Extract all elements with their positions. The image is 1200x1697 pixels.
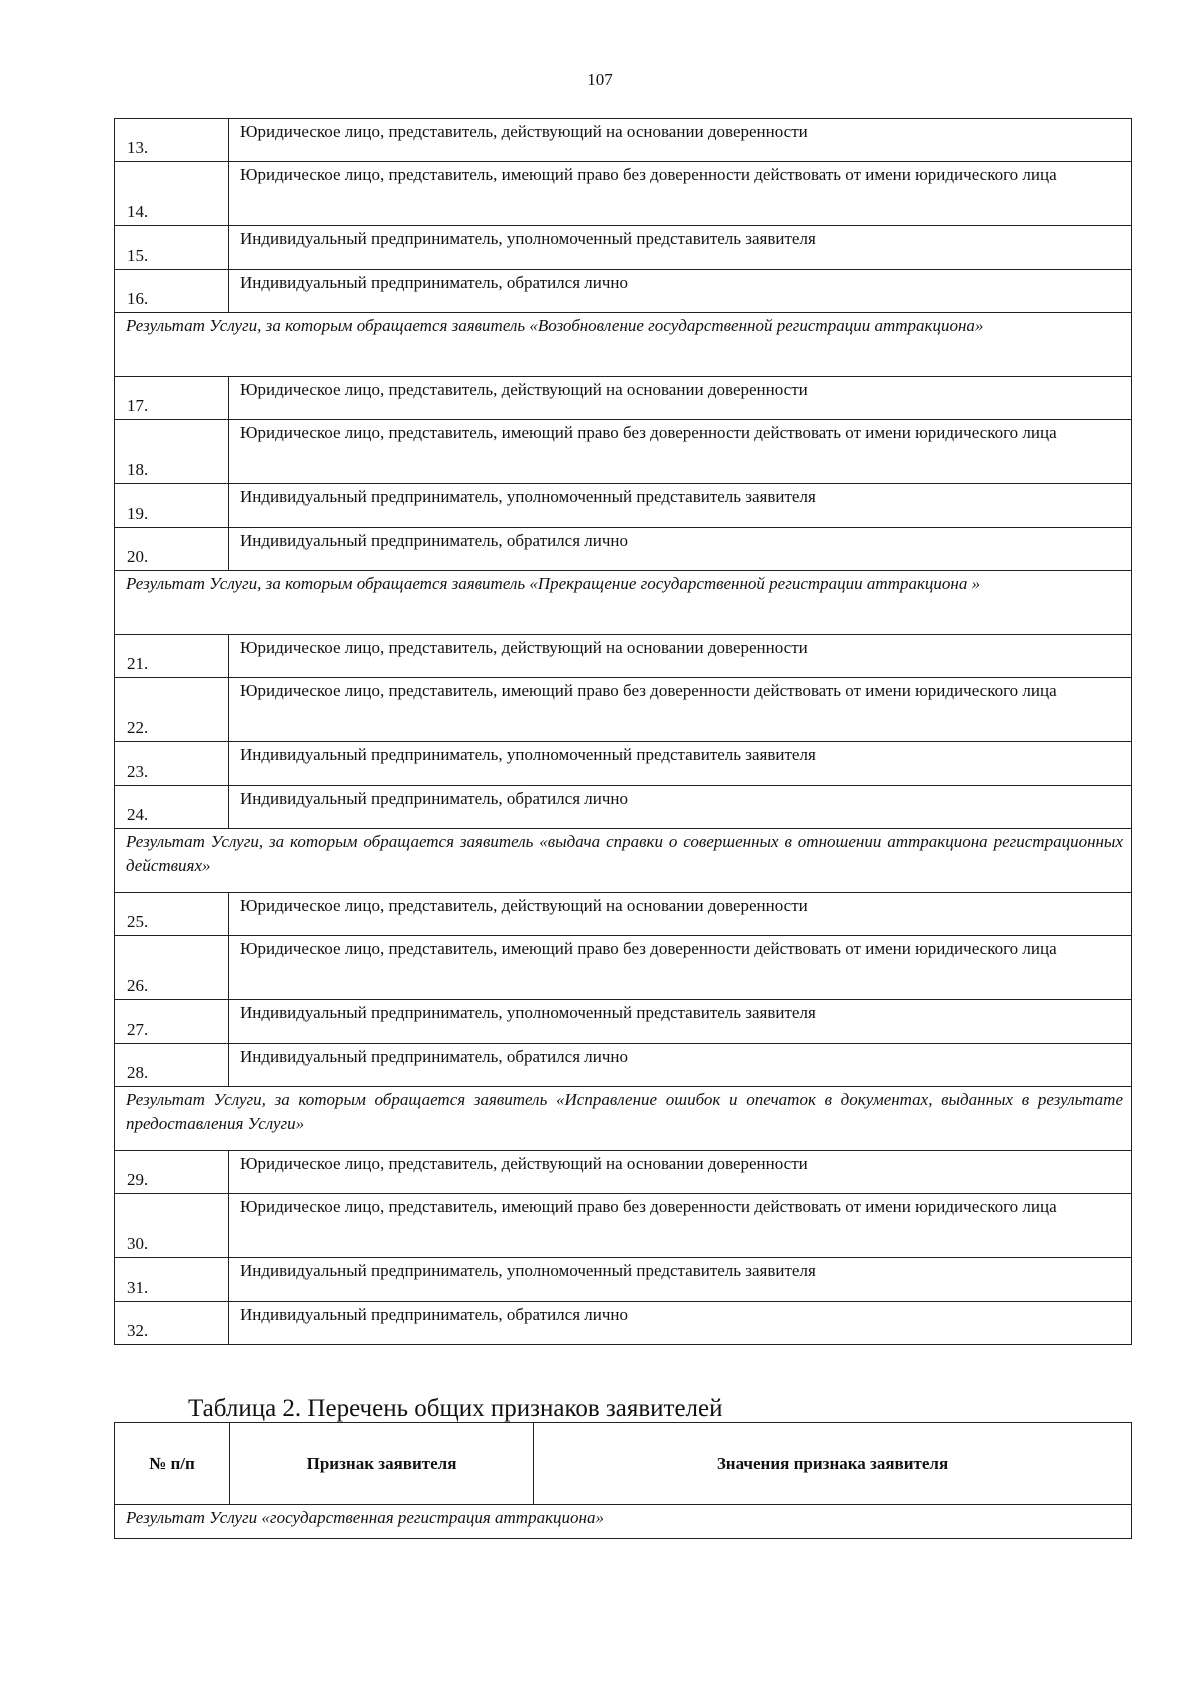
- row-text: Индивидуальный предприниматель, обратился лично: [229, 1302, 1132, 1345]
- table-row: [115, 1044, 1132, 1087]
- table-row: [115, 635, 1132, 678]
- table-row: [115, 226, 1132, 270]
- table-row: [115, 1194, 1132, 1258]
- table2-title: Таблица 2. Перечень общих признаков заявителей: [188, 1395, 723, 1422]
- row-text: Юридическое лицо, представитель, действующий на основании доверенности: [229, 635, 1132, 678]
- table-row: [115, 484, 1132, 528]
- row-number: 22.: [115, 678, 229, 742]
- row-number: 14.: [115, 162, 229, 226]
- row-number: 20.: [115, 528, 229, 571]
- row-number: 25.: [115, 893, 229, 936]
- table-row: [115, 1302, 1132, 1345]
- row-text: Индивидуальный предприниматель, уполномоченный представитель заявителя: [229, 226, 1132, 270]
- row-text: Индивидуальный предприниматель, уполномоченный представитель заявителя: [229, 1258, 1132, 1302]
- row-text: Юридическое лицо, представитель, имеющий право без доверенности действовать от имени юридического лица: [229, 1194, 1132, 1258]
- row-text: Индивидуальный предприниматель, обратился лично: [229, 528, 1132, 571]
- row-text: Юридическое лицо, представитель, имеющий право без доверенности действовать от имени юридического лица: [229, 162, 1132, 226]
- row-number: 30.: [115, 1194, 229, 1258]
- section-title: Результат Услуги, за которым обращается заявитель «Исправление ошибок и опечаток в документах, выданных в результате предоставления Услуги»: [115, 1087, 1132, 1151]
- section-title: Результат Услуги «государственная регистрация аттракциона»: [115, 1505, 1132, 1539]
- row-text: Юридическое лицо, представитель, действующий на основании доверенности: [229, 119, 1132, 162]
- row-number: 15.: [115, 226, 229, 270]
- row-number: 17.: [115, 377, 229, 420]
- page-number: 107: [587, 70, 613, 89]
- table-row: [115, 162, 1132, 226]
- header-cell-attribute: Признак заявителя: [230, 1423, 534, 1505]
- applicant-attributes-table: [114, 1422, 1132, 1539]
- row-number: 21.: [115, 635, 229, 678]
- table-row: [115, 1151, 1132, 1194]
- section-row: [115, 313, 1132, 377]
- row-number: 23.: [115, 742, 229, 786]
- row-text: Юридическое лицо, представитель, действующий на основании доверенности: [229, 377, 1132, 420]
- row-text: Индивидуальный предприниматель, обратился лично: [229, 1044, 1132, 1087]
- table-row: [115, 893, 1132, 936]
- row-text: Индивидуальный предприниматель, уполномоченный представитель заявителя: [229, 484, 1132, 528]
- table-row: [115, 1000, 1132, 1044]
- row-text: Индивидуальный предприниматель, обратился лично: [229, 786, 1132, 829]
- table-row: [115, 936, 1132, 1000]
- table-row: [115, 742, 1132, 786]
- section-row: [115, 1505, 1132, 1539]
- table-row: [115, 528, 1132, 571]
- row-number: 28.: [115, 1044, 229, 1087]
- table-row: [115, 678, 1132, 742]
- table1-body: [115, 119, 1132, 1345]
- table-row: [115, 1258, 1132, 1302]
- table-row: [115, 270, 1132, 313]
- row-number: 16.: [115, 270, 229, 313]
- table-row: [115, 786, 1132, 829]
- row-text: Индивидуальный предприниматель, уполномоченный представитель заявителя: [229, 1000, 1132, 1044]
- applicant-variants-table: [114, 118, 1132, 1345]
- row-text: Юридическое лицо, представитель, действующий на основании доверенности: [229, 1151, 1132, 1194]
- row-text: Юридическое лицо, представитель, имеющий право без доверенности действовать от имени юридического лица: [229, 678, 1132, 742]
- row-text: Юридическое лицо, представитель, действующий на основании доверенности: [229, 893, 1132, 936]
- row-text: Юридическое лицо, представитель, имеющий право без доверенности действовать от имени юридического лица: [229, 936, 1132, 1000]
- section-title: Результат Услуги, за которым обращается заявитель «Прекращение государственной регистрации аттракциона »: [115, 571, 1132, 635]
- row-number: 31.: [115, 1258, 229, 1302]
- row-number: 29.: [115, 1151, 229, 1194]
- section-title: Результат Услуги, за которым обращается заявитель «выдача справки о совершенных в отношении аттракциона регистрационных действиях»: [115, 829, 1132, 893]
- table2-body: [115, 1505, 1132, 1539]
- header-cell-values: Значения признака заявителя: [534, 1423, 1132, 1505]
- section-row: [115, 1087, 1132, 1151]
- table2-header: [115, 1423, 1132, 1505]
- row-number: 27.: [115, 1000, 229, 1044]
- row-number: 26.: [115, 936, 229, 1000]
- section-title: Результат Услуги, за которым обращается заявитель «Возобновление государственной регистрации аттракциона»: [115, 313, 1132, 377]
- section-row: [115, 829, 1132, 893]
- header-row: [115, 1423, 1132, 1505]
- table-row: [115, 377, 1132, 420]
- row-number: 19.: [115, 484, 229, 528]
- section-row: [115, 571, 1132, 635]
- row-number: 18.: [115, 420, 229, 484]
- row-number: 24.: [115, 786, 229, 829]
- table-row: [115, 420, 1132, 484]
- row-text: Индивидуальный предприниматель, уполномоченный представитель заявителя: [229, 742, 1132, 786]
- header-cell-number: № п/п: [115, 1423, 230, 1505]
- row-number: 32.: [115, 1302, 229, 1345]
- row-text: Юридическое лицо, представитель, имеющий право без доверенности действовать от имени юридического лица: [229, 420, 1132, 484]
- row-text: Индивидуальный предприниматель, обратился лично: [229, 270, 1132, 313]
- row-number: 13.: [115, 119, 229, 162]
- table-row: [115, 119, 1132, 162]
